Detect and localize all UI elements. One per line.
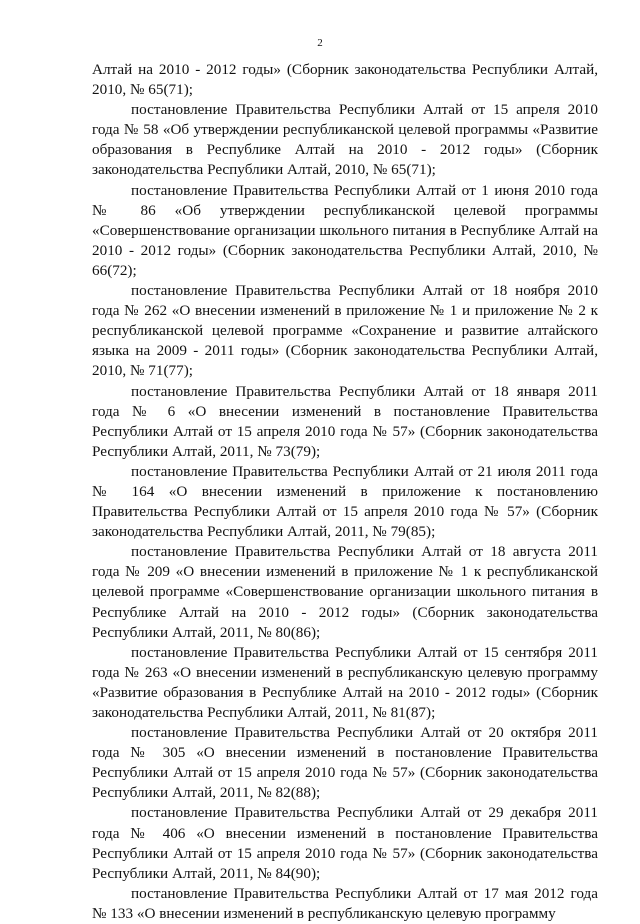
paragraph: Алтай на 2010 - 2012 годы» (Сборник законодательства Республики Алтай, 2010, № 65(71); [92, 61, 598, 99]
paragraph: постановление Правительства Республики Алтай от 18 ноября 2010 года № 262 «О внесении изменений в приложение № 1 и приложение № 2 к республиканской целевой программе «Сохранение и развитие алтайского языка на 2009 - 2011 годы» (Сборник законодательства Республики Алтай, 2010, № 71(77); [92, 282, 598, 380]
paragraph: постановление Правительства Республики Алтай от 15 апреля 2010 года № 58 «Об утверждении республиканской целевой программы «Развитие образования в Республике Алтай на 2010 - 2012 годы» (Сборник законодательства Республики Алтай, 2010, № 65(71); [92, 101, 598, 179]
paragraph: постановление Правительства Республики Алтай от 18 августа 2011 года № 209 «О внесении изменений в приложение № 1 к республиканской целевой программе «Совершенствование организации школьного питания в Республике Алтай на 2010 - 2012 годы» (Сборник законодательства Республики Алтай, 2011, № 80(86); [92, 543, 598, 641]
paragraph: постановление Правительства Республики Алтай от 15 сентября 2011 года № 263 «О внесении изменений в республиканскую целевую программу «Развитие образования в Республике Алтай на 2010 - 2012 годы» (Сборник законодательства Республики Алтай, 2011, № 81(87); [92, 643, 598, 721]
paragraph: постановление Правительства Республики Алтай от 18 января 2011 года № 6 «О внесении изменений в постановление Правительства Республики Алтай от 15 апреля 2010 года № 57» (Сборник законодательства Республики Алтай, 2011, № 73(79); [92, 382, 598, 460]
paragraph: постановление Правительства Республики Алтай от 1 июня 2010 года № 86 «Об утверждении республиканской целевой программы «Совершенствование организации школьного питания в Республике Алтай на 2010 - 2012 годы» (Сборник законодательства Республики Алтай, 2010, № 66(72); [92, 181, 598, 279]
paragraph: постановление Правительства Республики Алтай от 21 июля 2011 года № 164 «О внесении изменений в приложение к постановлению Правительства Республики Алтай от 15 апреля 2010 года № 57» (Сборник законодательства Республики Алтай, 2011, № 79(85); [92, 462, 598, 541]
paragraph: постановление Правительства Республики Алтай от 20 октября 2011 года № 305 «О внесении изменений в постановление Правительства Республики Алтай от 15 апреля 2010 года № 57» (Сборник законодательства Республики Алтай, 2011, № 82(88); [92, 724, 598, 802]
document-body [92, 60, 598, 924]
paragraph: постановление Правительства Республики Алтай от 17 мая 2012 года № 133 «О внесении изменений в республиканскую целевую программу [92, 884, 598, 922]
paragraph: постановление Правительства Республики Алтай от 29 декабря 2011 года № 406 «О внесении изменений в постановление Правительства Республики Алтай от 15 апреля 2010 года № 57» (Сборник законодательства Республики Алтай, 2011, № 84(90); [92, 804, 598, 882]
page-number: 2 [317, 37, 323, 49]
